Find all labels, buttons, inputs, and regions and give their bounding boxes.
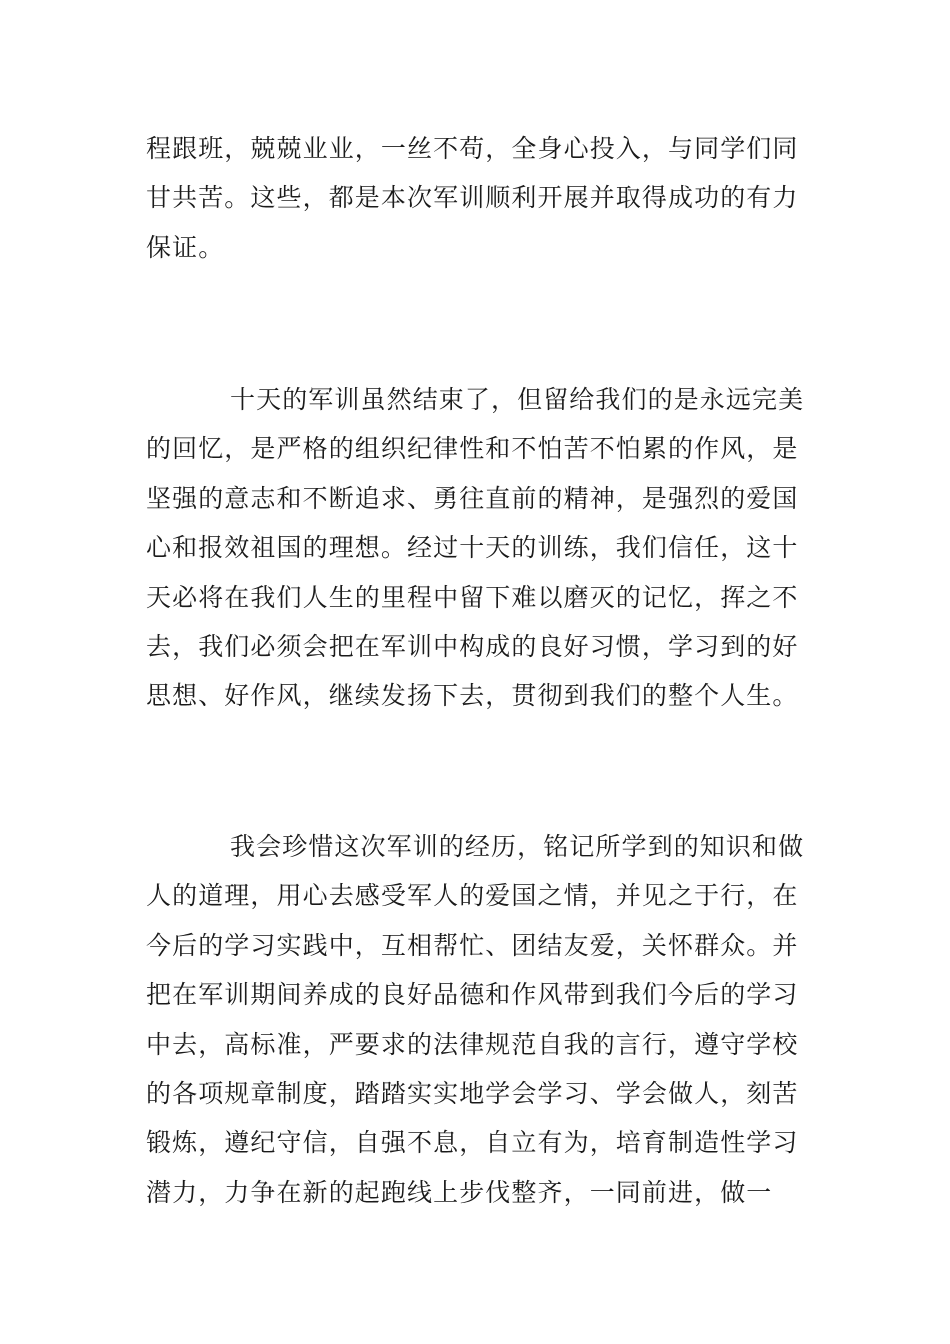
paragraph-line: 坚强的意志和不断追求、勇往直前的精神，是强烈的爱国 <box>146 483 799 513</box>
paragraph-line: 天必将在我们人生的里程中留下难以磨灭的记忆，挥之不 <box>146 582 799 612</box>
paragraph-line: 人的道理，用心去感受军人的爱国之情，并见之于行，在 <box>146 881 799 911</box>
paragraph-3 <box>146 822 808 1217</box>
paragraph-line: 甘共苦。这些，都是本次军训顺利开展并取得成功的有力 <box>146 183 799 213</box>
paragraph-line: 保证。 <box>146 232 225 262</box>
paragraph-line: 今后的学习实践中，互相帮忙、团结友爱，关怀群众。并 <box>146 930 799 960</box>
paragraph-line: 把在军训期间养成的良好品德和作风带到我们今后的学习 <box>146 980 799 1010</box>
paragraph-line: 的回忆，是严格的组织纪律性和不怕苦不怕累的作风，是 <box>146 434 799 464</box>
paragraph-line: 思想、好作风，继续发扬下去，贯彻到我们的整个人生。 <box>146 681 799 711</box>
paragraph-first-line: 我会珍惜这次军训的经历，铭记所学到的知识和做 <box>230 832 805 861</box>
paragraph-line: 心和报效祖国的理想。经过十天的训练，我们信任，这十 <box>146 533 799 563</box>
paragraph-line: 潜力，力争在新的起跑线上步伐整齐，一同前进，做一 <box>146 1177 773 1207</box>
paragraph-line: 的各项规章制度，踏踏实实地学会学习、学会做人，刻苦 <box>146 1078 799 1108</box>
paragraph-line: 锻炼，遵纪守信，自强不息，自立有为，培育制造性学习 <box>146 1128 799 1158</box>
paragraph-line: 中去，高标准，严要求的法律规范自我的言行，遵守学校 <box>146 1029 799 1059</box>
paragraph-line: 去，我们必须会把在军训中构成的良好习惯，学习到的好 <box>146 631 799 661</box>
paragraph-line: 程跟班，兢兢业业，一丝不苟，全身心投入，与同学们同 <box>146 134 799 163</box>
paragraph-first-line: 十天的军训虽然结束了，但留给我们的是永远完美 <box>230 385 805 414</box>
paragraph-1 <box>146 124 808 272</box>
paragraph-2 <box>146 375 808 721</box>
